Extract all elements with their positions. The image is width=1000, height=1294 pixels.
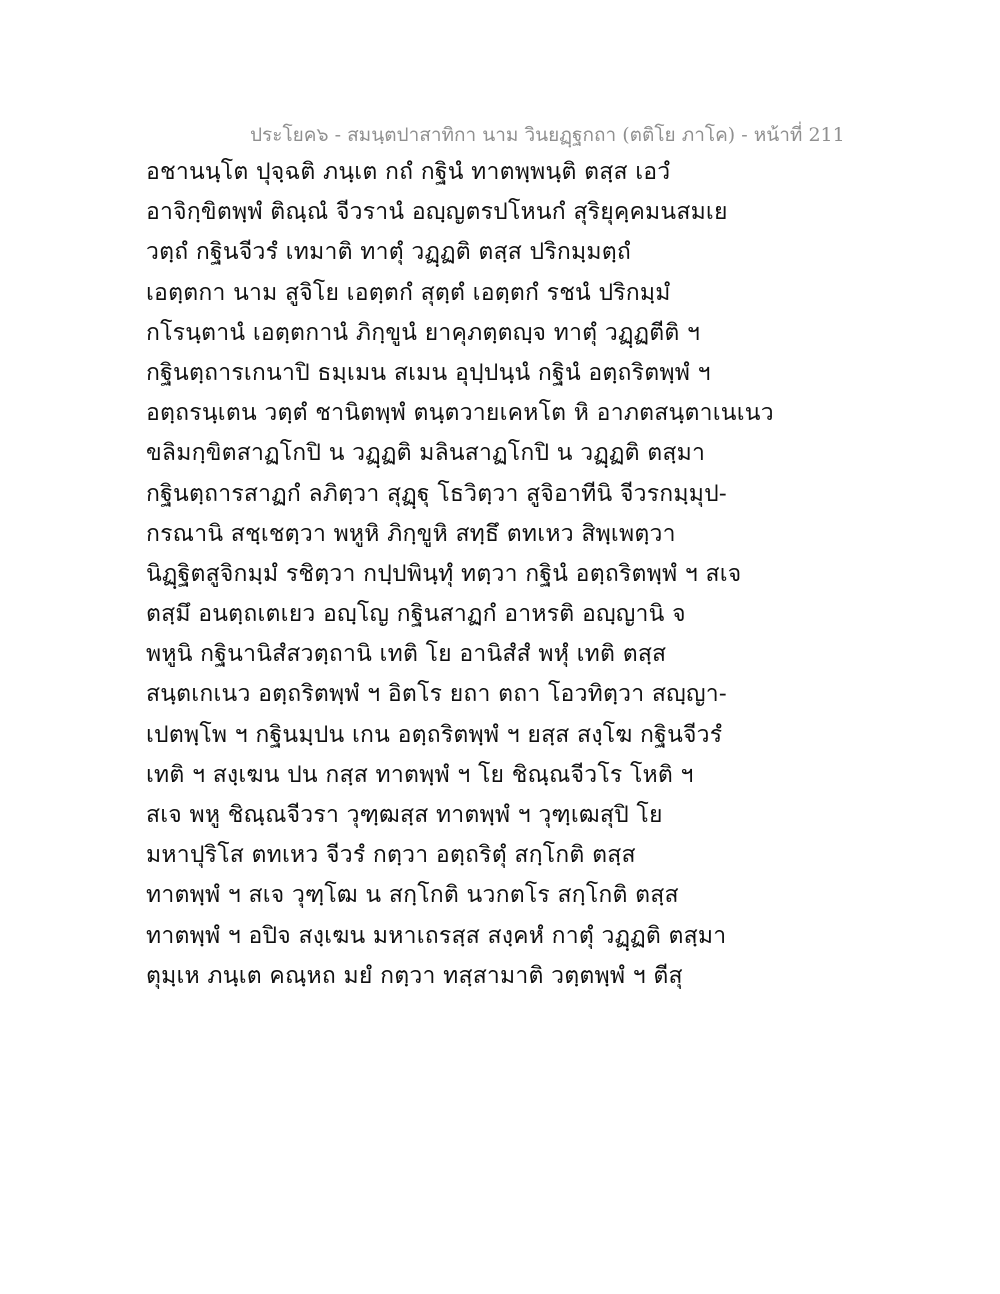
text-line: ทาตพฺพํ ฯ อปิจ สงฺเฆน มหาเถรสฺส สงฺคหํ กาตุํ วฏฺฏติ ตสฺมา bbox=[146, 922, 727, 949]
text-line: วตฺถํ กฐินจีวรํ เทมาติ ทาตุํ วฏฺฏติ ตสฺส ปริกมฺมตฺถํ bbox=[146, 239, 631, 266]
text-line: นิฏฺฐิตสูจิกมฺมํ รชิตฺวา กปฺปพินฺทุํ ทตฺวา กฐินํ อตฺถริตพฺพํ ฯ สเจ bbox=[146, 560, 742, 587]
text-line: สนฺตเกเนว อตฺถริตพฺพํ ฯ อิตโร ยถา ตถา โอวทิตฺวา สญฺญา- bbox=[146, 681, 727, 708]
text-line: กรณานิ สชฺเชตฺวา พหูหิ ภิกฺขูหิ สทฺธึ ตทเหว สิพฺเพตฺวา bbox=[146, 520, 676, 547]
text-line: กโรนฺตานํ เอตฺตกานํ ภิกฺขูนํ ยาคุภตฺตญฺจ ทาตุํ วฏฺฏตีติ ฯ bbox=[146, 319, 701, 346]
text-line: ทาตพฺพํ ฯ สเจ วุฑฺโฒ น สกฺโกติ นวกตโร สกฺโกติ ตสฺส bbox=[146, 882, 679, 909]
text-line: ขลิมกฺขิตสาฏโกปิ น วฏฺฏติ มลินสาฏโกปิ น วฏฺฏติ ตสฺมา bbox=[146, 440, 706, 467]
text-line: เปตพฺโพ ฯ กฐินมฺปน เกน อตฺถริตพฺพํ ฯ ยสฺส สงฺโฆ กฐินจีวรํ bbox=[146, 721, 723, 748]
text-line: กฐินตฺถารสาฏกํ ลภิตฺวา สุฏฺฐุ โธวิตฺวา สูจิอาทีนิ จีวรกมฺมุป- bbox=[146, 480, 727, 507]
text-line: อชานนฺโต ปุจฺฉติ ภนฺเต กถํ กฐินํ ทาตพฺพนฺติ ตสฺส เอวํ bbox=[146, 159, 671, 185]
text-line: มหาปุริโส ตทเหว จีวรํ กตฺวา อตฺถริตุํ สกฺโกติ ตสฺส bbox=[146, 842, 636, 869]
text-line: สเจ พหู ชิณฺณจีวรา วุฑฺฒสฺส ทาตพฺพํ ฯ วุฑฺเฒสุปิ โย bbox=[146, 802, 663, 828]
body-text bbox=[146, 152, 774, 996]
text-line: กฐินตฺถารเกนาปิ ธมฺเมน สเมน อุปฺปนฺนํ กฐินํ อตฺถริตพฺพํ ฯ bbox=[146, 359, 711, 386]
text-line: เอตฺตกา นาม สูจิโย เอตฺตกํ สุตฺตํ เอตฺตกํ รชนํ ปริกมฺมํ bbox=[146, 279, 671, 306]
text-line: ตุมฺเห ภนฺเต คณฺหถ มยํ กตฺวา ทสฺสามาติ วตฺตพฺพํ ฯ ตีสุ bbox=[146, 962, 683, 989]
text-line: พหูนิ กฐินานิสํสวตฺถานิ เทติ โย อานิสํสํ พหุํ เทติ ตสฺส bbox=[146, 641, 667, 668]
text-line: อาจิกฺขิตพฺพํ ติณฺณํ จีวรานํ อญฺญตรปโหนกํ สุริยุคฺคมนสมเย bbox=[146, 199, 728, 226]
text-line: เทติ ฯ สงฺเฆน ปน กสฺส ทาตพฺพํ ฯ โย ชิณฺณจีวโร โหติ ฯ bbox=[146, 761, 694, 788]
text-line: อตฺถรนฺเตน วตฺตํ ชานิตพฺพํ ตนฺตวายเคหโต หิ อาภตสนฺตาเนเนว bbox=[146, 400, 774, 427]
running-head: ประโยค๖ - สมนฺตปาสาทิกา นาม วินยฏฺฐกถา (ตติโย ภาโค) - หน้าที่ 211 bbox=[250, 124, 845, 146]
text-line: ตสฺมึ อนตฺถเตเยว อญฺโญ กฐินสาฏกํ อาหรติ อญฺญานิ จ bbox=[146, 601, 686, 628]
